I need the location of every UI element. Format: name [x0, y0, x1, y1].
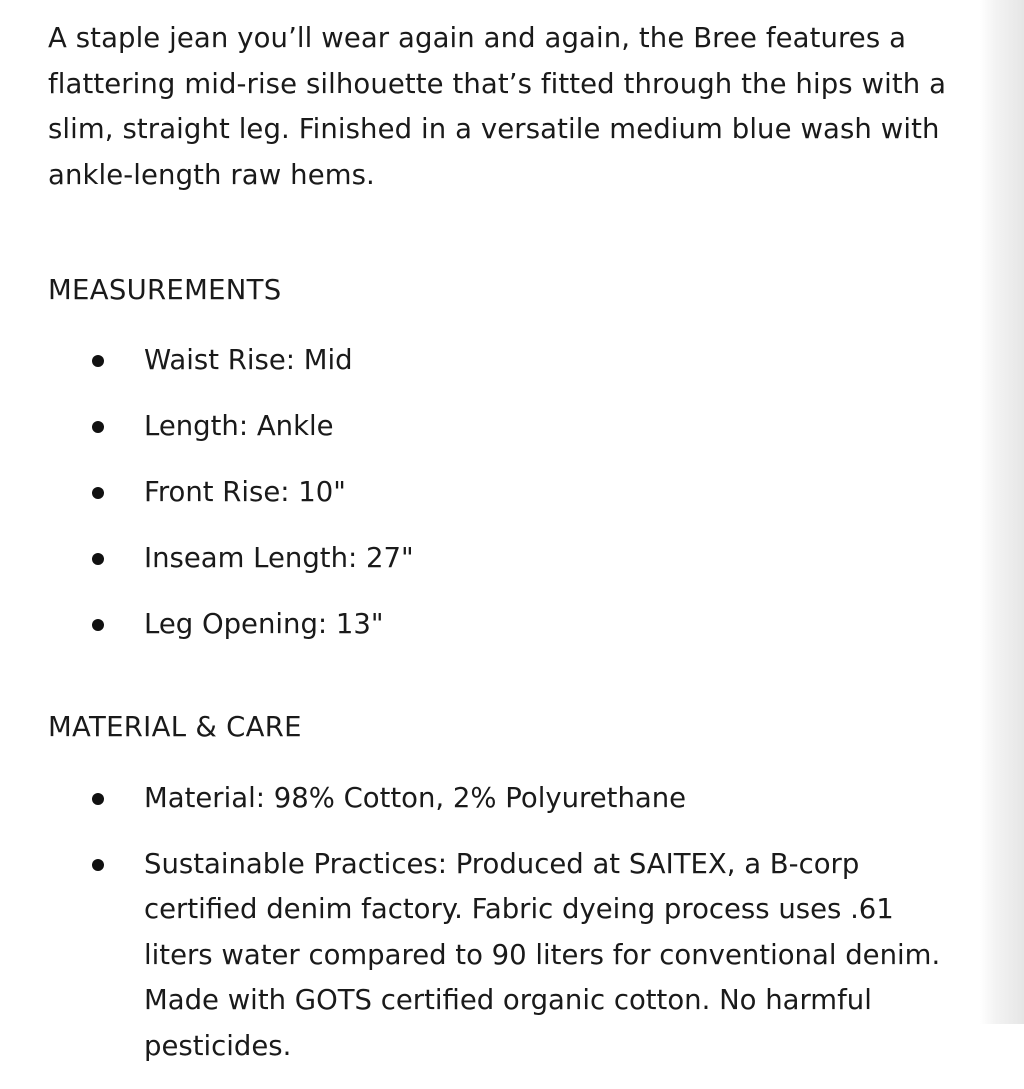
bullet-icon: [92, 421, 104, 433]
measurement-text: Leg Opening: 13": [144, 608, 384, 640]
bullet-icon: [92, 619, 104, 631]
list-item: [0, 842, 964, 1070]
bullet-icon: [92, 487, 104, 499]
list-item: [0, 536, 964, 582]
list-item: [0, 404, 964, 450]
measurements-list: [0, 338, 984, 668]
material-care-heading: MATERIAL & CARE: [48, 711, 302, 743]
measurement-text: Waist Rise: Mid: [144, 344, 353, 376]
list-item: [0, 470, 964, 516]
measurement-text: Front Rise: 10": [144, 476, 346, 508]
product-description: A staple jean you’ll wear again and again, the Bree features a flattering mid-rise silhouette that’s fitted through the hips with a slim, straight leg. Finished in a versatile medium blue wash with ankle-length raw hems.: [48, 22, 947, 191]
measurement-text: Length: Ankle: [144, 410, 334, 442]
sustainability-text: Sustainable Practices: Produced at SAITEX, a B-corp certified denim factory. Fabric dyeing process uses .61 liters water compared to 90 liters for conventional denim. Made with GOTS certified organic cotton. No harmful pesticides.: [144, 847, 941, 1062]
list-item: [0, 602, 964, 648]
bullet-icon: [92, 793, 104, 805]
measurements-heading: MEASUREMENTS: [48, 274, 282, 306]
page-edge-shadow: [980, 0, 1024, 1024]
list-item: [0, 338, 964, 384]
material-care-list: [0, 776, 984, 1089]
measurement-text: Inseam Length: 27": [144, 542, 414, 574]
bullet-icon: [92, 553, 104, 565]
bullet-icon: [92, 859, 104, 871]
list-item: [0, 776, 964, 822]
material-text: Material: 98% Cotton, 2% Polyurethane: [144, 782, 687, 814]
bullet-icon: [92, 355, 104, 367]
